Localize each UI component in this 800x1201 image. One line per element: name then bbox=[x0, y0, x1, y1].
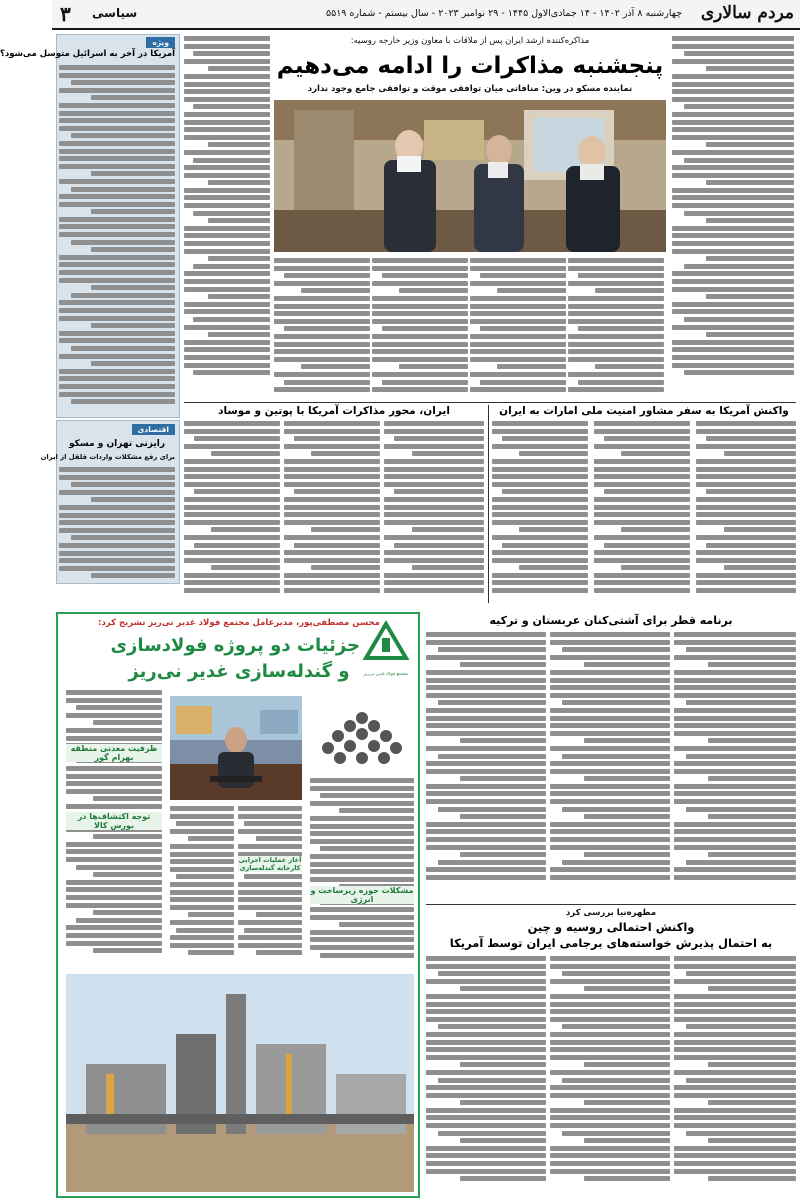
lead-headline[interactable]: پنجشنبه مذاکرات را ادامه می‌دهیم bbox=[276, 53, 664, 79]
uae-visit-text-col-2 bbox=[594, 421, 690, 603]
lead-text-col-4 bbox=[274, 258, 370, 398]
uae-visit-headline[interactable]: واکنش آمریکا به سفر مشاور امنیت ملی امارات به ایران bbox=[499, 405, 789, 417]
ad-text-col-mid-left bbox=[170, 806, 234, 964]
bottom-text-col-3 bbox=[426, 956, 546, 1194]
uae-visit-text-col-3 bbox=[492, 421, 588, 603]
section-label: سیاسی bbox=[92, 6, 138, 20]
uae-visit-text-col-1 bbox=[696, 421, 796, 603]
page-number: ۳ bbox=[60, 2, 71, 26]
lead-text-col-3 bbox=[372, 258, 468, 398]
ghadir-logo-text: مجتمع فولاد غدیر نی‌ریز bbox=[363, 672, 409, 677]
putin-mossad-text-col-3 bbox=[184, 421, 280, 603]
bottom-headline-line2[interactable]: به احتمال پذیرش خواسته‌های برجامی ایران توسط آمریکا bbox=[449, 936, 773, 950]
ad-kicker: محسن مصطفی‌پور، مدیرعامل مجتمع فولاد غدیر نی‌ریز تشریح کرد: bbox=[98, 618, 380, 628]
ad-subhead-region: ظرفیت معدنی منطقه بهرام گور bbox=[66, 744, 162, 762]
sidebar-bottom-box bbox=[40, 420, 180, 584]
sidebar-bottom-text bbox=[59, 467, 175, 581]
ad-steel-plant-photo bbox=[66, 974, 414, 1192]
bottom-text-col-1 bbox=[674, 956, 796, 1194]
qatar-headline[interactable]: برنامه قطر برای آشتی‌کنان عربستان و ترکیه bbox=[489, 614, 733, 627]
ad-headline-line1: جزئیات دو پروژه فولادسازی bbox=[110, 635, 360, 656]
lead-kicker: مذاکره‌کننده ارشد ایران پس از ملاقات با معاون وزیر خارجه روسیه: bbox=[350, 36, 590, 46]
qatar-text-col-2 bbox=[550, 632, 670, 898]
bottom-divider bbox=[426, 904, 796, 905]
ad-subhead-exchange: توجه اکتشاف‌ها در بورس کالا bbox=[66, 812, 162, 830]
sidebar-bottom-subtitle: برای رفع مشکلات واردات قلقل از ایران bbox=[40, 453, 175, 461]
sidebar-top-text bbox=[59, 65, 175, 413]
ad-pellet-photo bbox=[310, 696, 414, 772]
row-divider bbox=[184, 402, 796, 403]
putin-mossad-text-col-1 bbox=[384, 421, 484, 603]
ghadir-logo bbox=[362, 620, 410, 677]
ad-interview-photo bbox=[170, 696, 302, 800]
ad-text-col-mid-right bbox=[238, 806, 302, 964]
bottom-kicker: مطهره‌نیا بررسی کرد bbox=[565, 908, 657, 918]
bottom-text-col-2 bbox=[550, 956, 670, 1194]
sidebar-top-headline[interactable]: آمریکا در آخر به اسرائیل متوسل می‌شود؟ bbox=[0, 49, 175, 59]
lead-right-column-text bbox=[672, 36, 794, 398]
ad-subhead-pellet: آغاز عملیات اجرایی کارخانه گندله‌سازی bbox=[238, 856, 302, 872]
column-divider bbox=[488, 405, 489, 603]
masthead-bar bbox=[52, 0, 800, 30]
sidebar-bottom-headline[interactable]: رایزنی تهران و مسکو bbox=[68, 439, 166, 449]
left-continuation-column bbox=[184, 36, 270, 398]
ad-subhead-energy: مشکلات حوزه زیرساخت و انرژی bbox=[310, 886, 414, 904]
issue-date-line: چهارشنبه ۸ آذر ۱۴۰۲ - ۱۴ جمادی‌الاول ۱۴۴۵ - ۲۹ نوامبر ۲۰۲۳ - سال بیستم - شماره ۵۵۱۹ bbox=[326, 8, 682, 19]
bottom-headline-line1[interactable]: واکنش احتمالی روسیه و چین bbox=[527, 920, 695, 934]
lead-subheadline: نماینده مسکو در وین: منافاتی میان توافقی موقت و توافقی جامع وجود ندارد bbox=[307, 84, 633, 94]
qatar-text-col-3 bbox=[426, 632, 546, 898]
ad-text-col-right bbox=[310, 778, 414, 964]
putin-mossad-text-col-2 bbox=[284, 421, 380, 603]
advertisement-ghadir-steel[interactable] bbox=[56, 612, 420, 1198]
ad-headline-line2: و گندله‌سازی غدیر نی‌ریز bbox=[128, 661, 350, 682]
qatar-text-col-1 bbox=[674, 632, 796, 898]
newspaper-brand: مردم سالاری bbox=[700, 3, 794, 23]
lead-text-col-2 bbox=[470, 258, 566, 398]
sidebar-bottom-tag: اقتصادی bbox=[132, 424, 175, 435]
lead-photo bbox=[274, 100, 666, 252]
sidebar-top-box bbox=[0, 34, 180, 418]
sidebar-top-tag: ویژه bbox=[146, 37, 175, 48]
lead-text-col-1 bbox=[568, 258, 664, 398]
putin-mossad-headline[interactable]: ایران، محور مذاکرات آمریکا با پوتین و موساد bbox=[218, 405, 450, 417]
